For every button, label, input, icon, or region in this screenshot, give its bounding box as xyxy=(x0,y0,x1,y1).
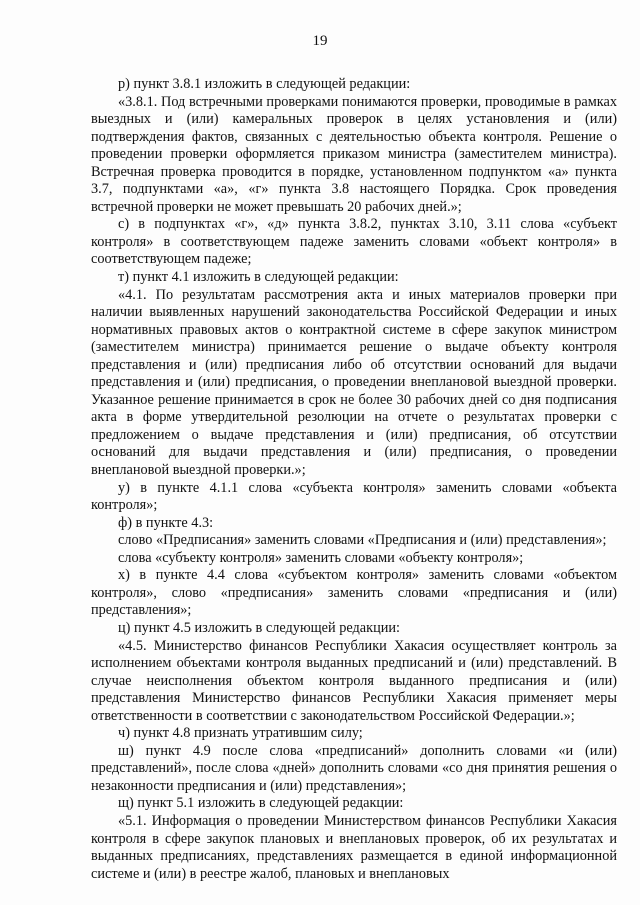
paragraph-r: р) пункт 3.8.1 изложить в следующей редакции: xyxy=(118,76,411,92)
paragraph-ch: ч) пункт 4.8 признать утратившим силу; xyxy=(118,725,363,742)
paragraph-4-1-text: «4.1. По результатам рассмотрения акта и иных материалов проверки при наличии выявленных нарушений законодательства Российской Федерации и иных нормативных правовых актов о контрактной системе в сфере закупок министром (заместителем министра) принимается решение о выдаче объекту контроля представления и (или) предписания либо об отсутствии оснований для выдачи представления и (или) предписания, о проведении внеплановой выездной проверки. Указанное решение принимается в срок не более 30 рабочих дней со дня подписания акта в форме утвердительной резолюции на отчете о результатах проверки с предложением о выдаче представления и (или) предписания, об отсутствии оснований для выдачи представления и (или) предписания, о проведении внеплановой выездной проверки.»; xyxy=(91,286,617,479)
paragraph-sh: ш) пункт 4.9 после слова «предписаний» дополнить словами «и (или) представлений», после слова «дней» дополнить словами «со дня принятия решения о незаконности предписания и (или) представления»; xyxy=(91,742,617,794)
paragraph-3-8-1-text: «3.8.1. Под встречными проверками понимаются проверки, проводимые в рамках выездных и (или) камеральных проверок в целях установления и (или) подтверждения фактов, связанных с деятельностью объекта контроля. Решение о проведении проверки оформляется приказом министра (заместителем министра). Встречная проверка проводится в порядке, установленном подпунктом «а» пункта 3.7, подпунктами «а», «г» пункта 3.8 настоящего Порядка. Срок проведения встречной проверки не может превышать 20 рабочих дней.»; xyxy=(91,93,617,215)
paragraph-kh: х) в пункте 4.4 слова «субъектом контроля» заменить словами «объектом контроля», слово «предписания» заменить словами «предписания и (или) представления»; xyxy=(91,567,617,619)
page-number: 19 xyxy=(312,33,328,49)
paragraph-5-1-text: «5.1. Информация о проведении Министерством финансов Республики Хакасия контроля в сфере закупок плановых и внеплановых проверок, об их результатах и выданных предписаниях, представлениях размещается в единой информационной системе и (или) в реестре жалоб, плановых и внеплановых xyxy=(91,812,617,882)
paragraph-f: ф) в пункте 4.3: xyxy=(118,514,214,531)
paragraph-ts: ц) пункт 4.5 изложить в следующей редакции: xyxy=(118,619,401,636)
paragraph-shch: щ) пункт 5.1 изложить в следующей редакции: xyxy=(118,795,404,812)
paragraph-t: т) пункт 4.1 изложить в следующей редакции: xyxy=(118,269,399,286)
document-body xyxy=(91,76,617,883)
paragraph-f-2: слова «субъекту контроля» заменить словами «объекту контроля»; xyxy=(118,549,524,566)
paragraph-s: с) в подпунктах «г», «д» пункта 3.8.2, пунктах 3.10, 3.11 слова «субъект контроля» в соответствующем падеже заменить словами «объект контроля» в соответствующем падеже; xyxy=(91,216,617,268)
paragraph-f-1: слово «Предписания» заменить словами «Предписания и (или) представления»; xyxy=(118,532,607,549)
paragraph-4-5-text: «4.5. Министерство финансов Республики Хакасия осуществляет контроль за исполнением объектами контроля выданных предписаний и (или) представлений. В случае неисполнения объектом контроля выданного предписания и (или) представления Министерство финансов Республики Хакасия применяет меры ответственности в соответствии с законодательством Российской Федерации.»; xyxy=(91,637,617,724)
paragraph-u: у) в пункте 4.1.1 слова «субъекта контроля» заменить словами «объекта контроля»; xyxy=(91,479,617,514)
